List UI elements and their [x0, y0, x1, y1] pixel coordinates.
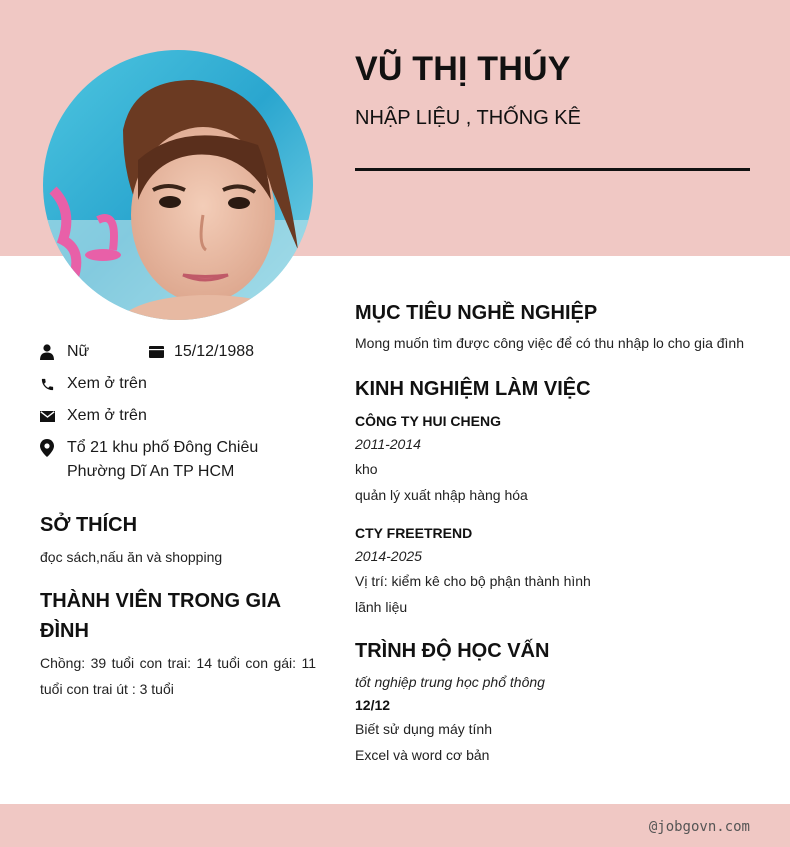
person-icon: [40, 340, 67, 364]
education-grade: 12/12: [355, 697, 391, 713]
experience-title: KINH NGHIỆM LÀM VIỆC: [355, 378, 591, 400]
location-pin-icon: [40, 436, 67, 460]
school-name: tốt nghiệp trung học phổ thông: [355, 674, 545, 690]
phone-icon: [40, 372, 67, 396]
objective-text: Mong muốn tìm được công việc để có thu nhập lo cho gia đình: [355, 335, 745, 351]
experience-line: kho: [355, 461, 378, 477]
dob-value: 15/12/1988: [174, 343, 255, 360]
experience-line: lãnh liệu: [355, 599, 408, 615]
address-row: [40, 436, 316, 484]
experience-item: [355, 522, 755, 620]
company-name: CTY FREETREND: [355, 525, 473, 541]
watermark: @jobgovn.com: [648, 819, 750, 835]
right-column: [355, 298, 755, 768]
hobbies-text: đọc sách,nấu ăn và shopping: [40, 549, 223, 565]
work-period: 2014-2025: [355, 548, 422, 564]
calendar-icon: [149, 340, 174, 364]
avatar: [43, 50, 313, 320]
candidate-name: VŨ THỊ THÚY: [355, 50, 571, 88]
phone-value: Xem ở trên: [67, 375, 147, 392]
skill-line: Biết sử dụng máy tính: [355, 721, 492, 737]
objective-title: MỤC TIÊU NGHỀ NGHIỆP: [355, 302, 598, 324]
skill-line: Excel và word cơ bản: [355, 747, 490, 763]
address-value: Tổ 21 khu phố Đông Chiêu Phường Dĩ An TP HCM: [67, 439, 259, 480]
left-column: [40, 340, 316, 702]
experience-line: Vị trí: kiểm kê cho bộ phận thành hình: [355, 573, 591, 589]
company-name: CÔNG TY HUI CHENG: [355, 413, 501, 429]
gender-value: Nữ: [67, 343, 90, 360]
header-divider: [355, 168, 750, 171]
hobbies-title: SỞ THÍCH: [40, 514, 138, 536]
phone-row: [40, 372, 316, 396]
experience-line: quản lý xuất nhập hàng hóa: [355, 487, 528, 503]
gender-dob-row: [40, 340, 316, 364]
family-text: Chồng: 39 tuổi con trai: 14 tuổi con gái: 11 tuổi con trai út : 3 tuổi: [40, 655, 316, 697]
experience-item: [355, 410, 755, 508]
education-title: TRÌNH ĐỘ HỌC VẤN: [355, 640, 550, 662]
mail-icon: [40, 404, 67, 428]
email-value: Xem ở trên: [67, 407, 147, 424]
email-row: [40, 404, 316, 428]
job-title: NHẬP LIỆU , THỐNG KÊ: [355, 107, 581, 129]
work-period: 2011-2014: [355, 436, 421, 452]
family-title: THÀNH VIÊN TRONG GIA ĐÌNH: [40, 590, 281, 642]
